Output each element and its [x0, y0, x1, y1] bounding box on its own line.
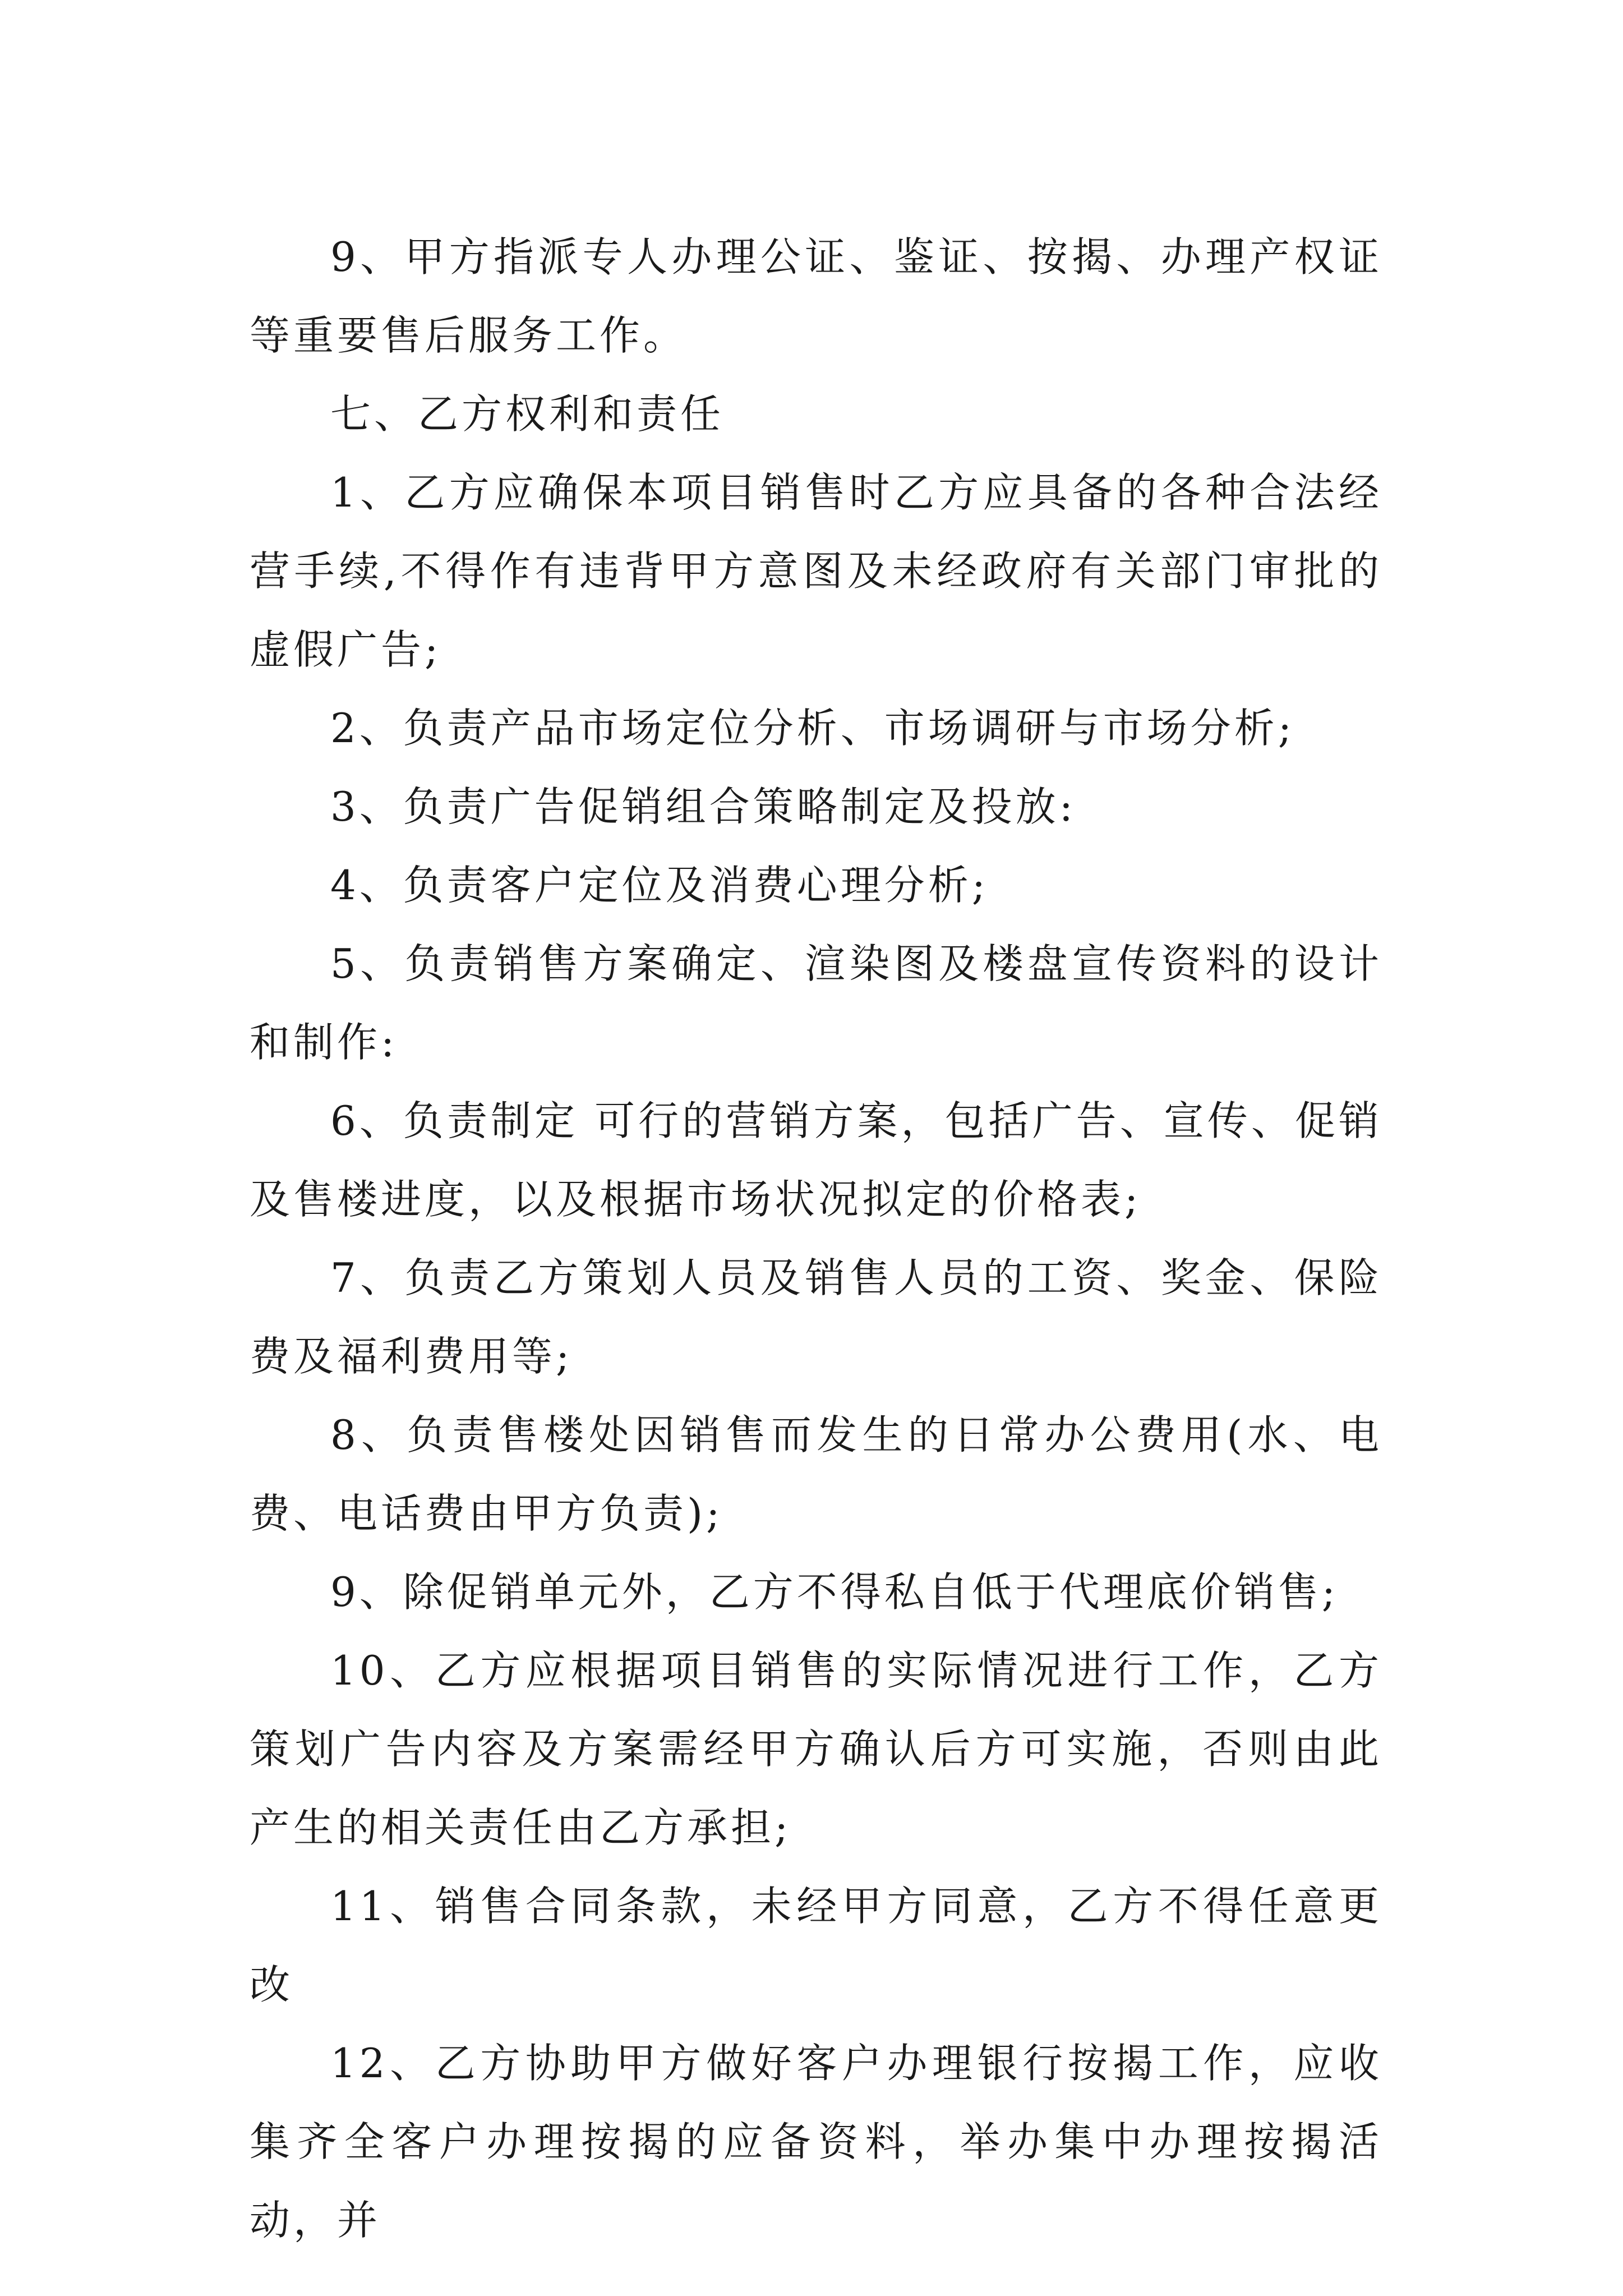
paragraph: 12、乙方协助甲方做好客户办理银行按揭工作，应收集齐全客户办理按揭的应备资料，举办集中办理按揭活动，并	[250, 2040, 1382, 2244]
paragraph: 9、甲方指派专人办理公证、鉴证、按揭、办理产权证等重要售后服务工作。	[250, 233, 1382, 359]
paragraph: 3、负责广告促销组合策略制定及投放:	[330, 783, 1077, 830]
paragraph: 1、乙方应确保本项目销售时乙方应具备的各种合法经营手续,不得作有违背甲方意图及未经政府有关部门审批的虚假广告;	[250, 469, 1382, 673]
section-heading: 七、乙方权利和责任	[330, 390, 725, 438]
paragraph: 11、销售合同条款，未经甲方同意，乙方不得任意更改	[250, 1883, 1382, 2008]
paragraph: 7、负责乙方策划人员及销售人员的工资、奖金、保险费及福利费用等;	[250, 1254, 1382, 1380]
paragraph: 10、乙方应根据项目销售的实际情况进行工作，乙方策划广告内容及方案需经甲方确认后方可实施，否则由此产生的相关责任由乙方承担;	[250, 1647, 1382, 1851]
paragraph: 5、负责销售方案确定、渲染图及楼盘宣传资料的设计和制作:	[250, 940, 1382, 1066]
paragraph: 8、负责售楼处因销售而发生的日常办公费用(水、电费、电话费由甲方负责);	[250, 1411, 1382, 1537]
paragraph: 6、负责制定 可行的营销方案，包括广告、宣传、促销及售楼进度，以及根据市场状况拟定的价格表;	[250, 1097, 1382, 1223]
paragraph: 4、负责客户定位及消费心理分析;	[330, 862, 989, 909]
paragraph: 9、除促销单元外，乙方不得私自低于代理底价销售;	[330, 1568, 1339, 1616]
document-body	[250, 218, 1382, 2260]
paragraph: 2、负责产品市场定位分析、市场调研与市场分析;	[330, 705, 1295, 752]
